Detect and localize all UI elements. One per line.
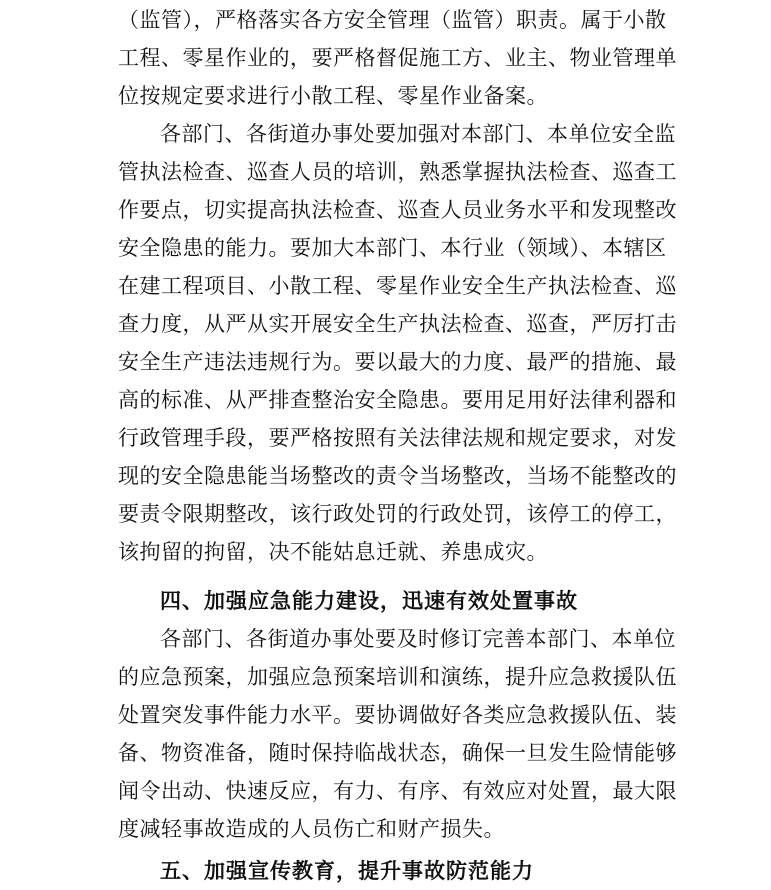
section-heading-5: 五、加强宣传教育，提升事故防范能力 xyxy=(160,859,534,883)
text-line: 的应急预案，加强应急预案培训和演练，提升应急救援队伍 xyxy=(118,665,677,689)
text-line: 位按规定要求进行小散工程、零星作业备案。 xyxy=(118,84,548,108)
text-line: 作要点，切实提高执法检查、巡查人员业务水平和发现整改 xyxy=(118,198,677,222)
paragraph-first-line: 各部门、各街道办事处要加强对本部门、本单位安全监 xyxy=(160,122,676,146)
text-line: 处置突发事件能力水平。要协调做好各类应急救援队伍、装 xyxy=(118,703,677,727)
text-line: 行政管理手段，要严格按照有关法律法规和规定要求，对发 xyxy=(118,426,677,450)
text-line: 要责令限期整改，该行政处罚的行政处罚，该停工的停工， xyxy=(118,502,677,526)
text-line: 在建工程项目、小散工程、零星作业安全生产执法检查、巡 xyxy=(118,274,677,298)
text-line: （监管），严格落实各方安全管理（监管）职责。属于小散 xyxy=(118,8,667,32)
text-line: 备、物资准备，随时保持临战状态，确保一旦发生险情能够 xyxy=(118,741,677,765)
text-line: 闻令出动、快速反应，有力、有序、有效应对处置，最大限 xyxy=(118,779,677,803)
paragraph-first-line: 各部门、各街道办事处要及时修订完善本部门、本单位 xyxy=(160,627,676,651)
text-line: 工程、零星作业的，要严格督促施工方、业主、物业管理单 xyxy=(118,46,677,70)
text-line: 度减轻事故造成的人员伤亡和财产损失。 xyxy=(118,817,505,841)
section-heading-4: 四、加强应急能力建设，迅速有效处置事故 xyxy=(160,589,578,613)
text-line: 该拘留的拘留，决不能姑息迁就、养患成灾。 xyxy=(118,540,548,564)
text-line: 现的安全隐患能当场整改的责令当场整改，当场不能整改的 xyxy=(118,464,677,488)
text-line: 管执法检查、巡查人员的培训，熟悉掌握执法检查、巡查工 xyxy=(118,160,677,184)
text-line: 安全生产违法违规行为。要以最大的力度、最严的措施、最 xyxy=(118,350,677,374)
text-line: 查力度，从严从实开展安全生产执法检查、巡查，严厉打击 xyxy=(118,312,677,336)
text-line: 安全隐患的能力。要加大本部门、本行业（领域）、本辖区 xyxy=(118,236,667,260)
text-line: 高的标准、从严排查整治安全隐患。要用足用好法律利器和 xyxy=(118,388,677,412)
